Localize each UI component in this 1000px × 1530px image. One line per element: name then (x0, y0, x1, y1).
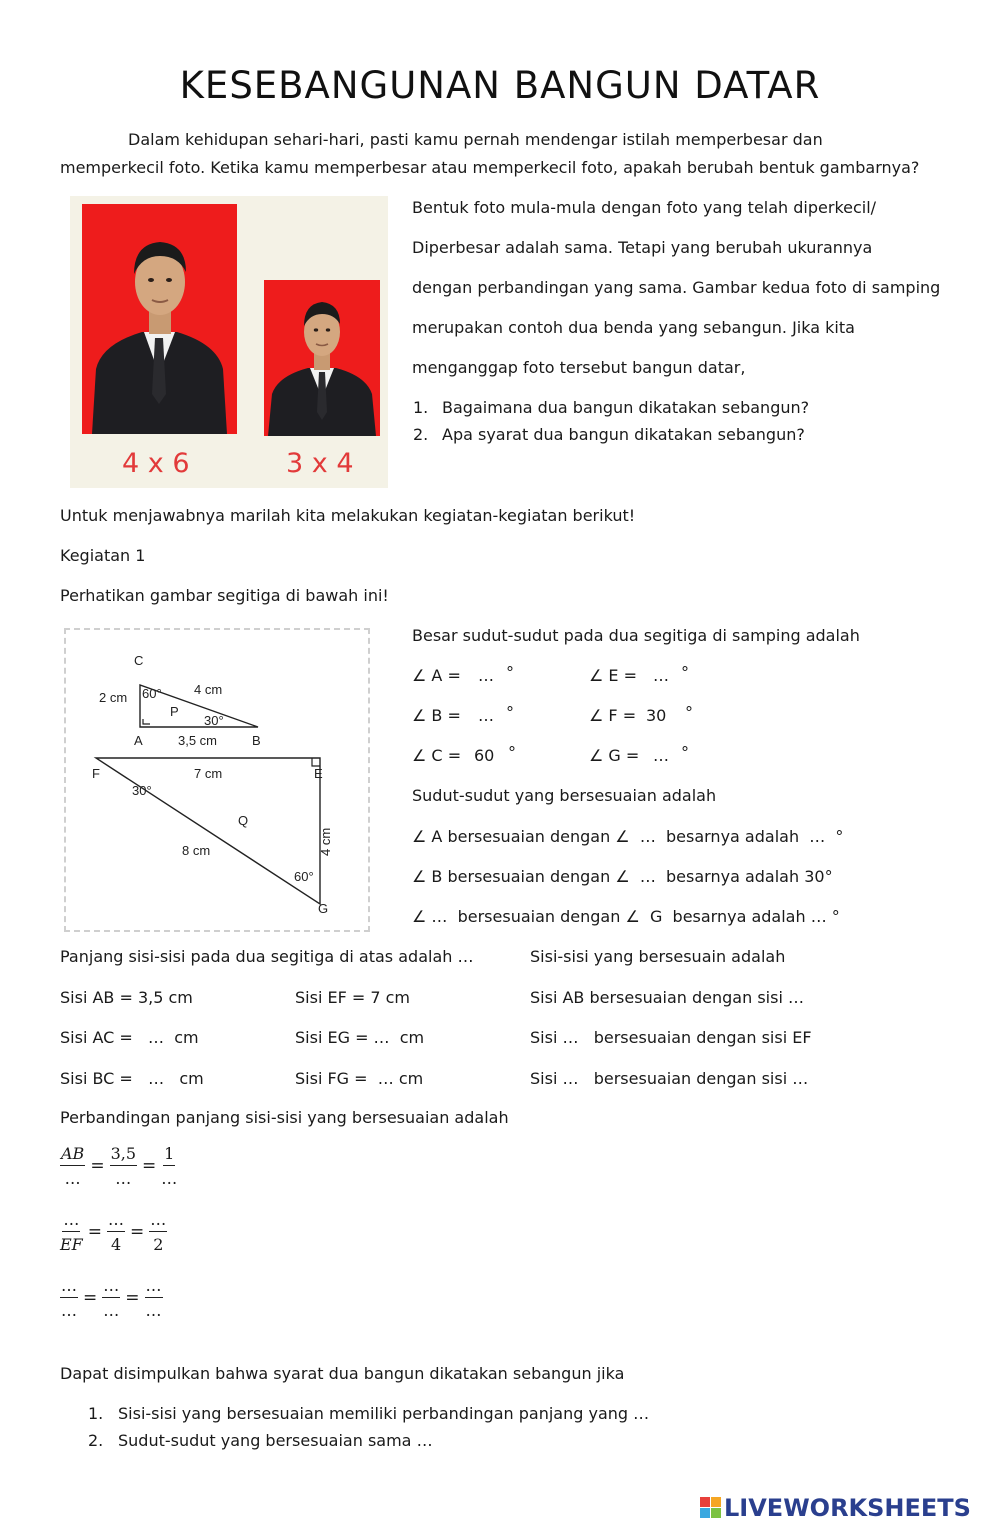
vertex-g-label: G (318, 901, 329, 916)
triangle-p-name: P (170, 704, 179, 719)
photo-comparison (70, 196, 388, 488)
corresponding-angles-heading: Sudut-sudut yang bersesuaian adalah (412, 786, 717, 805)
conclusion-1-number: 1. (88, 1404, 104, 1423)
ratio-fraction[interactable]: $\frac{\dots}{EF}$ (60, 1210, 83, 1254)
lead-in: Untuk menjawabnya marilah kita melakukan kegiatan-kegiatan berikut! (60, 506, 636, 525)
photo-large (82, 204, 237, 434)
angle-g-degree: ° (681, 743, 689, 762)
page-title: KESEBANGUNAN BANGUN DATAR (179, 64, 821, 107)
side-eg-row[interactable]: Sisi EG = … cm (295, 1028, 425, 1047)
conclusion-heading: Dapat disimpulkan bahwa syarat dua bangun dikatakan sebangun jika (60, 1364, 625, 1383)
vertex-a-label: A (134, 733, 143, 748)
angle-a-label: ∠ A = (412, 666, 461, 685)
angle-f-label: 30° (132, 783, 152, 798)
question-2-text: Apa syarat dua bangun dikatakan sebangun? (442, 425, 805, 444)
intro-line-1: Dalam kehidupan sehari-hari, pasti kamu pernah mendengar istilah memperbesar dan (128, 130, 823, 149)
side-text-5: menganggap foto tersebut bangun datar, (412, 358, 746, 377)
ratio-fraction[interactable]: $\frac{\dots}{2}$ (150, 1210, 167, 1254)
angles-heading: Besar sudut-sudut pada dua segitiga di samping adalah (412, 626, 860, 645)
liveworksheets-logo-icon (700, 1497, 722, 1519)
triangles-diagram (66, 630, 368, 930)
question-1-number: 1. (413, 398, 429, 417)
corresponding-side-row-3[interactable]: Sisi … bersesuaian dengan sisi … (530, 1069, 809, 1088)
vertex-e-label: E (314, 766, 323, 781)
angle-b-label: ∠ B = (412, 706, 461, 725)
angle-c-label: 60° (142, 686, 162, 701)
intro-line-2: memperkecil foto. Ketika kamu memperbesar atau memperkecil foto, apakah berubah bentuk gambarnya? (60, 158, 920, 177)
side-cb-label: 4 cm (194, 682, 223, 697)
ratio-row-3: $\frac{\dots}{\dots}$ = $\frac{\dots}{\dots}$ = $\frac{\dots}{\dots}$ (61, 1276, 162, 1320)
ratio-fraction[interactable]: $\frac{\dots}{\dots}$ (103, 1276, 120, 1320)
angle-f-label: ∠ F = (589, 706, 637, 725)
angle-e-value[interactable]: … (653, 666, 669, 685)
vertex-f-label: F (92, 766, 100, 781)
side-ac-row[interactable]: Sisi AC = … cm (60, 1028, 199, 1047)
corresponding-angle-line-1[interactable]: ∠ A bersesuaian dengan ∠ … besarnya adalah … ° (412, 827, 844, 846)
triangle-q-right-angle-mark (312, 758, 320, 766)
angle-c-degree: ° (508, 743, 516, 762)
angle-b-degree: ° (506, 703, 514, 722)
side-text-3: dengan perbandingan yang sama. Gambar kedua foto di samping (412, 278, 941, 297)
side-text-4: merupakan contoh dua benda yang sebangun. Jika kita (412, 318, 855, 337)
corresponding-side-row-1[interactable]: Sisi AB bersesuaian dengan sisi … (530, 988, 804, 1007)
activity-label: Kegiatan 1 (60, 546, 146, 565)
side-bc-row[interactable]: Sisi BC = … cm (60, 1069, 204, 1088)
angle-a-value[interactable]: … (478, 666, 494, 685)
angle-b-value[interactable]: … (478, 706, 494, 725)
ratio-fraction[interactable]: $\frac{\dots}{\dots}$ (61, 1276, 77, 1320)
ratio-fraction[interactable]: $\frac{3,5}{\dots}$ (110, 1144, 137, 1188)
ratio-fraction[interactable]: $\frac{\dots}{4}$ (108, 1210, 125, 1254)
side-fg-row[interactable]: Sisi FG = … cm (295, 1069, 424, 1088)
photo-small (264, 280, 380, 436)
angle-g-label: ∠ G = (589, 746, 640, 765)
question-2-number: 2. (413, 425, 429, 444)
triangle-figure (64, 628, 370, 932)
angle-f-value[interactable]: 30 (646, 706, 667, 725)
side-eg-label: 4 cm (318, 827, 333, 856)
conclusion-2-text[interactable]: Sudut-sudut yang bersesuaian sama … (118, 1431, 433, 1450)
side-fg-label: 8 cm (182, 843, 211, 858)
angle-g-value[interactable]: … (653, 746, 669, 765)
corresponding-side-row-2[interactable]: Sisi … bersesuaian dengan sisi EF (530, 1028, 812, 1047)
triangle-p-right-angle-mark (143, 719, 150, 724)
sides-heading: Panjang sisi-sisi pada dua segitiga di atas adalah … (60, 947, 474, 966)
angle-g-label: 60° (294, 869, 314, 884)
angle-c-label: ∠ C = (412, 746, 462, 765)
side-ef-row: Sisi EF = 7 cm (295, 988, 411, 1007)
angle-a-degree: ° (506, 663, 514, 682)
photo-large-label: 4 x 6 (122, 448, 190, 479)
side-ac-label: 2 cm (99, 690, 128, 705)
photo-small-label: 3 x 4 (286, 448, 354, 479)
angle-e-degree: ° (681, 663, 689, 682)
ratio-fraction[interactable]: $\frac{\dots}{\dots}$ (145, 1276, 162, 1320)
ratio-fraction[interactable]: $\frac{AB}{\dots}$ (61, 1144, 85, 1188)
ratio-heading: Perbandingan panjang sisi-sisi yang bersesuaian adalah (60, 1108, 509, 1127)
angle-f-degree: ° (685, 703, 693, 722)
angle-c-value[interactable]: 60 (474, 746, 495, 765)
corresponding-sides-heading: Sisi-sisi yang bersesuain adalah (530, 947, 786, 966)
angle-e-label: ∠ E = (589, 666, 638, 685)
side-ab-row: Sisi AB = 3,5 cm (60, 988, 193, 1007)
ratio-fraction[interactable]: $\frac{1}{\dots}$ (161, 1144, 178, 1188)
side-text-1: Bentuk foto mula-mula dengan foto yang telah diperkecil/ (412, 198, 877, 217)
conclusion-1-text[interactable]: Sisi-sisi yang bersesuaian memiliki perbandingan panjang yang … (118, 1404, 650, 1423)
side-fe-label: 7 cm (194, 766, 223, 781)
side-ab-label: 3,5 cm (178, 733, 218, 748)
ratio-row-2: $\frac{\dots}{EF}$ = $\frac{\dots}{4}$ = $\frac{\dots}{2}$ (60, 1210, 167, 1254)
question-1-text: Bagaimana dua bangun dikatakan sebangun? (442, 398, 810, 417)
triangle-q-name: Q (238, 813, 249, 828)
vertex-b-label: B (252, 733, 261, 748)
liveworksheets-logo: LIVEWORKSHEETS (700, 1494, 971, 1522)
person-portrait-small (264, 280, 380, 436)
ratio-row-1: $\frac{AB}{\dots}$ = $\frac{3,5}{\dots}$ = $\frac{1}{\dots}$ (61, 1144, 178, 1188)
corresponding-angle-line-2[interactable]: ∠ B bersesuaian dengan ∠ … besarnya adalah 30° (412, 867, 833, 886)
instruction: Perhatikan gambar segitiga di bawah ini! (60, 586, 389, 605)
conclusion-2-number: 2. (88, 1431, 104, 1450)
person-portrait-large (82, 204, 237, 434)
vertex-c-label: C (134, 653, 144, 668)
side-text-2: Diperbesar adalah sama. Tetapi yang berubah ukurannya (412, 238, 873, 257)
angle-b-label: 30° (204, 713, 224, 728)
corresponding-angle-line-3[interactable]: ∠ … bersesuaian dengan ∠ G besarnya adalah … ° (412, 907, 840, 926)
